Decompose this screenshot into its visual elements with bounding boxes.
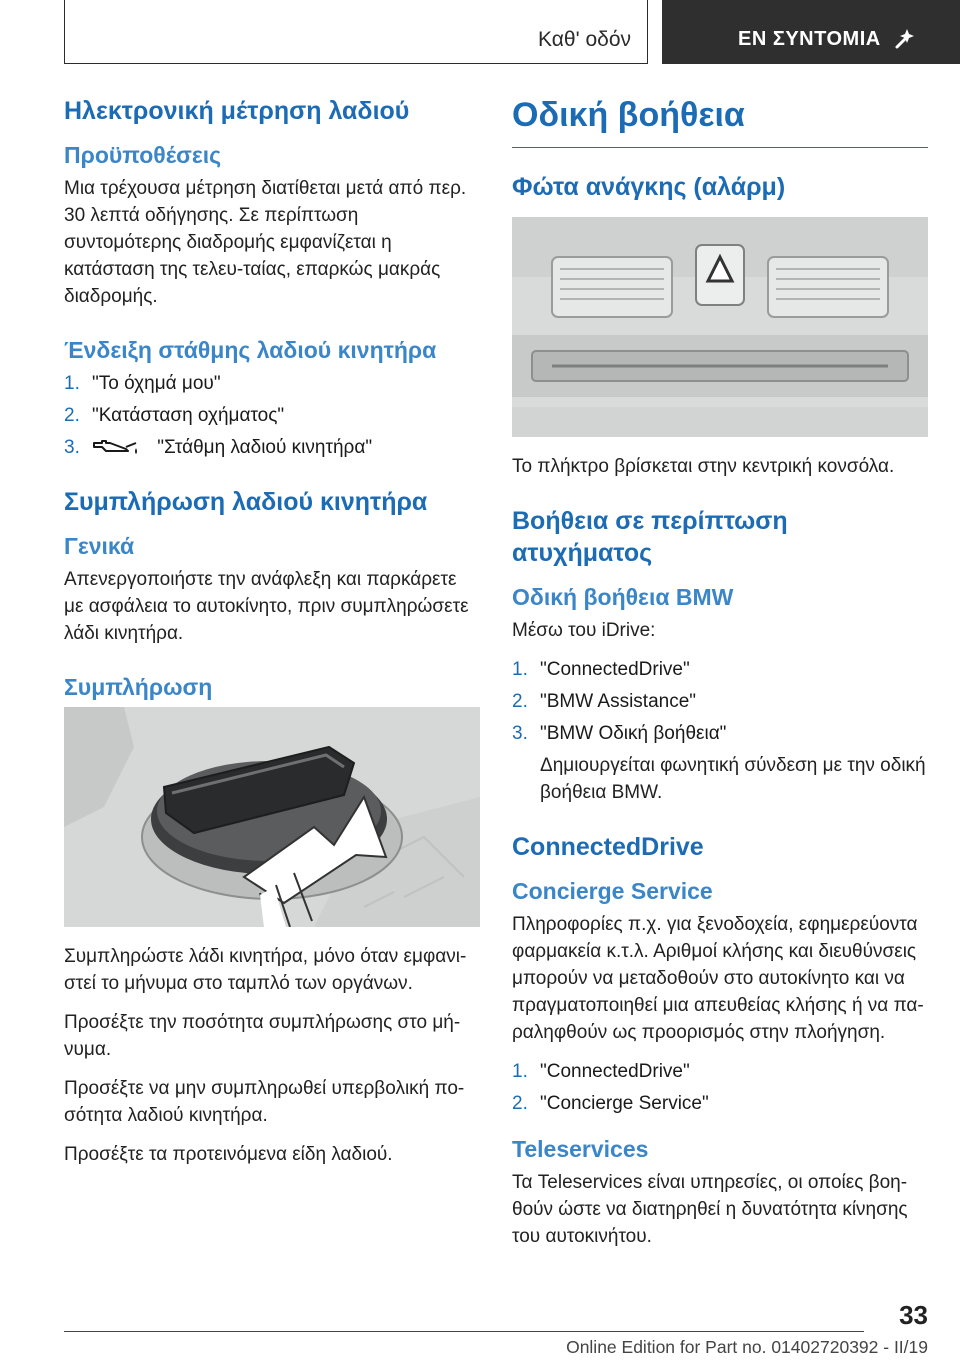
oil-measurement-heading: Ηλεκτρονική μέτρηση λαδιού <box>64 97 410 125</box>
concierge-text: Πληροφορίες π.χ. για ξενοδοχεία, εφημερεύοντα φαρμακεία κ.τ.λ. Αριθμοί κλήσης και διευθύνσεις μπορούν να μεταδοθούν στο αυτοκίνητο και να πραγματοποιηθεί μια απευθείας κλήσης ή να πα-ραληφθούν ως προορισμός στην πλοήγηση. <box>512 913 924 1043</box>
assist-note: Δημιουργείται φωνητική σύνδεση με την οδική βοήθεια BMW. <box>540 754 926 803</box>
footer-divider <box>64 1331 864 1332</box>
hazard-button-illustration <box>512 217 928 437</box>
refill-paragraph: Προσέξτε την ποσότητα συμπλήρωσης στο μή-νυμα. <box>64 1012 461 1061</box>
header-section-label: Καθ' οδόν <box>538 28 631 51</box>
bmw-roadside-heading: Οδική βοήθεια BMW <box>512 583 734 610</box>
oil-level-indicator-heading: Ένδειξη στάθμης λαδιού κινητήρα <box>64 337 437 364</box>
right-column <box>512 96 928 1262</box>
general-heading: Γενικά <box>64 533 135 560</box>
footer-edition: Online Edition for Part no. 01402720392 - II/19 <box>566 1337 928 1357</box>
spark-icon <box>894 26 918 50</box>
teleservices-text: Τα Teleservices είναι υπηρεσίες, οι οποίες βοη-θούν ώστε να διατηρηθεί η δυνατότητα κίνησης του αυτοκινήτου. <box>512 1171 908 1247</box>
list-item <box>64 370 480 397</box>
header-chapter-tab <box>662 0 960 64</box>
refill-paragraph: Προσέξτε τα προτεινόμενα είδη λαδιού. <box>64 1144 393 1166</box>
step-text: "Κατάσταση οχήματος" <box>92 405 285 427</box>
list-item <box>512 720 928 747</box>
step-text: "Το όχημά μου" <box>92 373 221 395</box>
accident-assistance-heading: Βοήθεια σε περίπτωση ατυχήματος <box>512 507 788 567</box>
prerequisites-text: Μια τρέχουσα μέτρηση διατίθεται μετά από περ. 30 λεπτά οδήγησης. Σε περίπτωση συντομότερης διαδρομής εμφανίζεται η κατάσταση της τελευ-ταίας, επαρκώς μακράς διαδρομής. <box>64 178 467 308</box>
teleservices-heading: Teleservices <box>512 1135 649 1162</box>
concierge-steps <box>512 1058 928 1117</box>
step-number: 3. <box>512 722 528 744</box>
list-item <box>64 434 480 461</box>
step-number: 2. <box>512 1092 528 1114</box>
step-text: "ConnectedDrive" <box>540 658 690 680</box>
step-number: 1. <box>512 658 528 680</box>
concierge-service-heading: Concierge Service <box>512 877 713 904</box>
list-item <box>512 656 928 683</box>
step-number: 2. <box>512 690 528 712</box>
step-text: "BMW Assistance" <box>540 690 697 712</box>
oil-level-steps <box>64 370 480 461</box>
step-number: 1. <box>64 373 80 395</box>
header-chapter-label: ΕΝ ΣΥΝΤΟΜΙΑ <box>738 28 881 50</box>
refill-heading: Συμπλήρωση <box>64 674 213 701</box>
list-item <box>512 688 928 715</box>
step-text: "Concierge Service" <box>540 1092 709 1114</box>
connected-drive-heading: ConnectedDrive <box>512 832 704 861</box>
oil-cap-illustration <box>64 707 480 927</box>
step-number: 1. <box>512 1060 528 1082</box>
list-item <box>64 402 480 429</box>
oil-can-icon <box>92 437 144 455</box>
list-item <box>512 1090 928 1117</box>
header-section-tab <box>64 0 648 64</box>
general-text: Απενεργοποιήστε την ανάφλεξη και παρκάρετε με ασφάλεια το αυτοκίνητο, πριν συμπληρώσετε λάδι κινητήρα. <box>64 569 469 645</box>
page-number: 33 <box>899 1300 928 1330</box>
hazard-lights-heading: Φώτα ανάγκης (αλάρμ) <box>512 173 786 202</box>
refill-paragraph: Συμπληρώστε λάδι κινητήρα, μόνο όταν εμφανι-στεί το μήνυμα στο ταμπλό των οργάνων. <box>64 946 467 995</box>
step-number: 3. <box>64 437 80 459</box>
prerequisites-heading: Προϋποθέσεις <box>64 142 222 169</box>
step-number: 2. <box>64 405 80 427</box>
idrive-text: Μέσω του iDrive: <box>512 619 656 641</box>
step-text: "ConnectedDrive" <box>540 1060 690 1082</box>
oil-refill-heading: Συμπλήρωση λαδιού κινητήρα <box>64 488 428 517</box>
roadside-assistance-title: Οδική βοήθεια <box>512 96 928 148</box>
left-column <box>64 96 480 1180</box>
refill-paragraph: Προσέξτε να μην συμπληρωθεί υπερβολική πο-σότητα λαδιού κινητήρα. <box>64 1078 465 1127</box>
list-item <box>512 1058 928 1085</box>
hazard-caption: Το πλήκτρο βρίσκεται στην κεντρική κονσόλα. <box>512 456 895 478</box>
assist-steps <box>512 656 928 747</box>
step-text: "BMW Οδική βοήθεια" <box>540 722 727 744</box>
step-text: "Στάθμη λαδιού κινητήρα" <box>157 437 373 459</box>
